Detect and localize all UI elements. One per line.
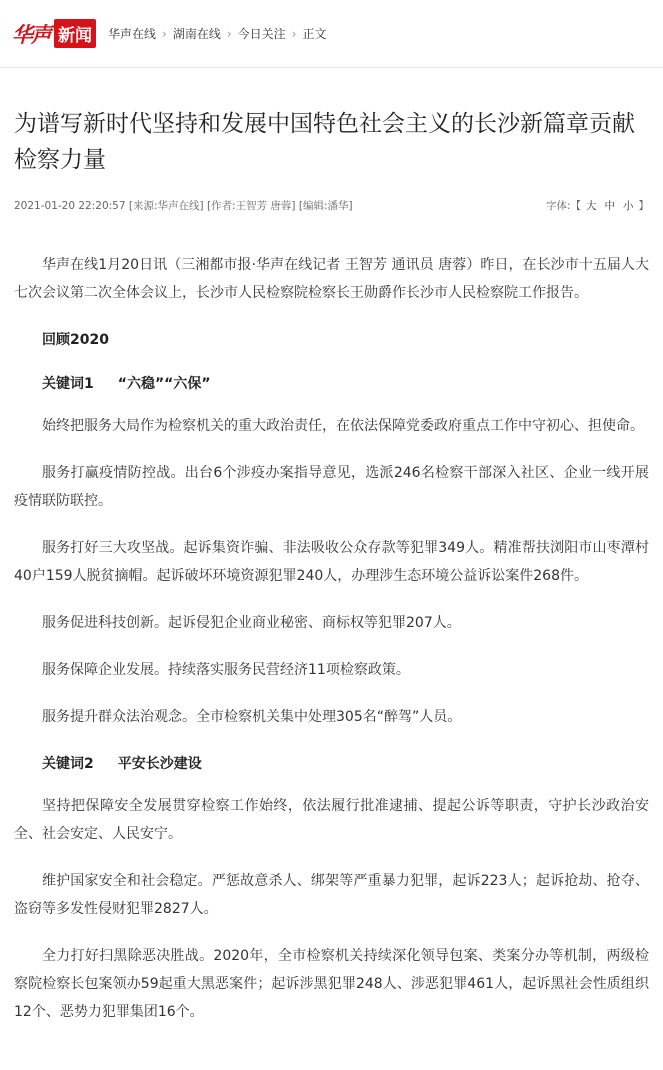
news-logo-badge[interactable]: 新闻 xyxy=(54,19,96,48)
site-logo[interactable]: 华声 xyxy=(12,21,50,47)
paragraph: 坚持把保障安全发展贯穿检察工作始终，依法履行批准逮捕、提起公诉等职责，守护长沙政治安全、社会安定、人民安宁。 xyxy=(14,798,649,842)
font-size-control xyxy=(544,198,649,213)
paragraph: 维护国家安全和社会稳定。严惩故意杀人、绑架等严重暴力犯罪，起诉223人；起诉抢劫、抢夺、盗窃等多发性侵财犯罪2827人。 xyxy=(14,873,649,917)
paragraph: 服务打好三大攻坚战。起诉集资诈骗、非法吸收公众存款等犯罪349人。精准帮扶浏阳市山枣潭村40户159人脱贫摘帽。起诉破坏环境资源犯罪240人，办理涉生态环境公益诉讼案件268件。 xyxy=(14,540,649,584)
breadcrumb xyxy=(108,25,327,42)
paragraph: 全力打好扫黑除恶决胜战。2020年，全市检察机关持续深化领导包案、类案分办等机制，两级检察院检察长包案领办59起重大黑恶案件；起诉涉黑犯罪248人、涉恶犯罪461人，起诉黑社会性质组织12个、恶势力犯罪集团16个。 xyxy=(14,948,649,1020)
keyword-label-1: 关键词1 xyxy=(42,376,94,392)
font-size-label-end: 】 xyxy=(638,200,649,212)
chevron-right-icon: › xyxy=(162,26,167,41)
paragraph-lead: 华声在线1月20日讯（三湘都市报·华声在线记者 王智芳 通讯员 唐蓉）昨日，在长沙市十五届人大七次会议第二次全体会议上，长沙市人民检察院检察长王勋爵作长沙市人民检察院工作报告。 xyxy=(14,257,649,301)
paragraph: 服务促进科技创新。起诉侵犯企业商业秘密、商标权等犯罪207人。 xyxy=(42,615,461,631)
chevron-right-icon: › xyxy=(226,26,232,41)
breadcrumb-item-current: 正文 xyxy=(302,27,327,41)
paragraph: 服务保障企业发展。持续落实服务民营经济11项检察政策。 xyxy=(42,662,410,678)
keyword-heading-1 xyxy=(14,370,649,398)
article-author: [作者:王智芳 唐蓉] xyxy=(206,200,296,212)
keyword-label-2: 关键词2 xyxy=(42,756,94,772)
font-size-label: 字体:【 xyxy=(545,200,581,212)
breadcrumb-item-huasheng[interactable]: 华声在线 xyxy=(108,27,157,41)
font-small-button[interactable]: 小 xyxy=(623,200,634,212)
article-source: [来源:华声在线] xyxy=(128,200,204,212)
paragraph: 服务打赢疫情防控战。出台6个涉疫办案指导意见，选派246名检察干部深入社区、企业一线开展疫情联防联控。 xyxy=(14,465,649,509)
keyword-heading-2 xyxy=(14,750,649,778)
paragraph: 始终把服务大局作为检察机关的重大政治责任，在依法保障党委政府重点工作中守初心、担使命。 xyxy=(42,418,644,434)
font-medium-button[interactable]: 中 xyxy=(604,200,615,212)
article-title: 为谱写新时代坚持和发展中国特色社会主义的长沙新篇章贡献检察力量 xyxy=(14,111,635,173)
article-meta xyxy=(14,198,649,213)
paragraph: 服务提升群众法治观念。全市检察机关集中处理305名“醉驾”人员。 xyxy=(42,709,462,725)
publish-datetime: 2021-01-20 22:20:57 xyxy=(14,200,126,212)
top-nav-bar xyxy=(0,0,663,68)
article-body xyxy=(0,213,663,1026)
section-heading-review: 回顾2020 xyxy=(42,332,109,348)
chevron-right-icon: › xyxy=(291,26,297,41)
breadcrumb-item-today[interactable]: 今日关注 xyxy=(237,27,286,41)
article-editor: [编辑:潘华] xyxy=(298,200,353,212)
keyword-topic-1: “六稳”“六保” xyxy=(117,376,211,392)
keyword-topic-2: 平安长沙建设 xyxy=(117,756,202,772)
font-large-button[interactable]: 大 xyxy=(586,200,597,212)
breadcrumb-item-hunan[interactable]: 湖南在线 xyxy=(172,27,221,41)
